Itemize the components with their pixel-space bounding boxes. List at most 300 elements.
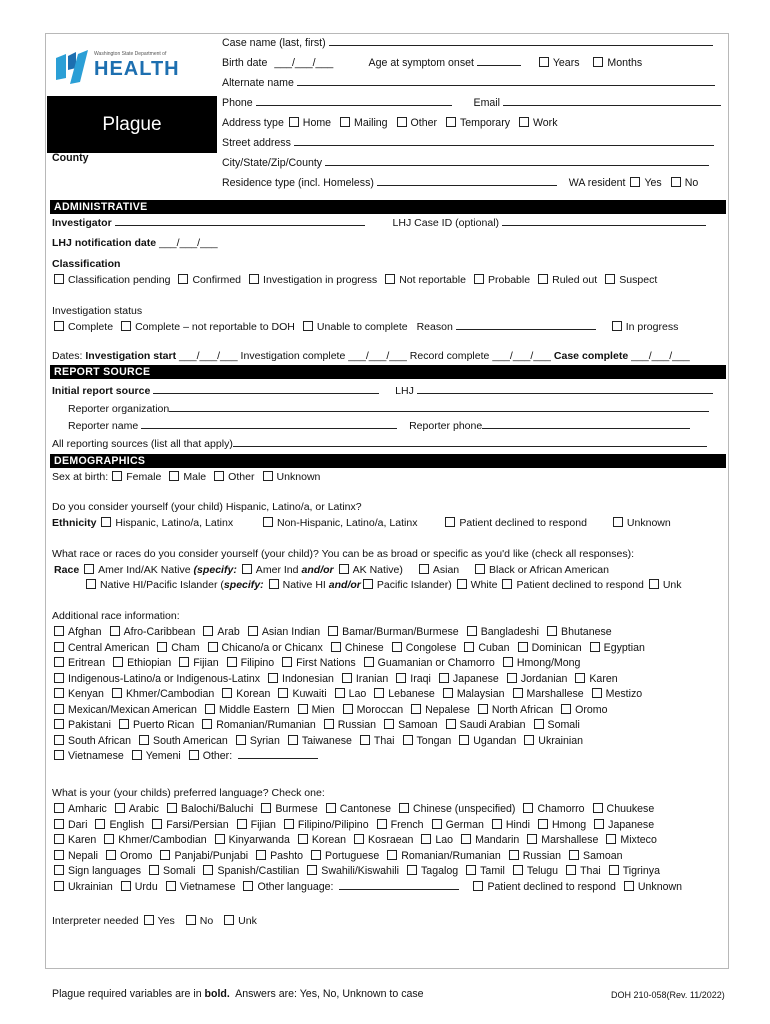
- race-extra-6-2-option[interactable]: [200, 719, 316, 731]
- lang-4-8-checkbox[interactable]: [609, 865, 619, 875]
- race-extra-7-7-option[interactable]: [522, 735, 583, 747]
- street-field[interactable]: [294, 137, 714, 146]
- lang-0-7-checkbox[interactable]: [593, 803, 603, 813]
- race-ak-native-checkbox[interactable]: [339, 564, 349, 574]
- all-sources-field[interactable]: [233, 438, 707, 447]
- race-extra-3-1-option[interactable]: [266, 673, 334, 685]
- reason-field[interactable]: [456, 321, 596, 330]
- lang-0-3-checkbox[interactable]: [261, 803, 271, 813]
- lang-1-1-option[interactable]: [93, 819, 144, 831]
- phone-field[interactable]: [256, 97, 452, 106]
- race-extra-0-5-option[interactable]: [465, 626, 539, 638]
- lang-4-4-checkbox[interactable]: [407, 865, 417, 875]
- race-extra-5-4-checkbox[interactable]: [411, 704, 421, 714]
- lang-unknown-checkbox[interactable]: [624, 881, 634, 891]
- lhj-field[interactable]: [417, 385, 713, 394]
- race-extra-4-4-checkbox[interactable]: [335, 688, 345, 698]
- race-extra-0-3-checkbox[interactable]: [248, 626, 258, 636]
- lang-4-1-option[interactable]: [147, 865, 195, 877]
- race-extra-6-1-checkbox[interactable]: [119, 719, 129, 729]
- race-extra-2-5-option[interactable]: [362, 657, 495, 669]
- race-extra-6-4-checkbox[interactable]: [384, 719, 394, 729]
- lang-1-9-checkbox[interactable]: [594, 819, 604, 829]
- sex-0-checkbox[interactable]: [112, 471, 122, 481]
- race-extra-7-1-option[interactable]: [137, 735, 228, 747]
- lang-4-6-option[interactable]: [511, 865, 558, 877]
- lang-3-5-checkbox[interactable]: [387, 850, 397, 860]
- race-extra-4-0-option[interactable]: [52, 688, 104, 700]
- race-extra-4-4-option[interactable]: [333, 688, 367, 700]
- lang-3-1-checkbox[interactable]: [106, 850, 116, 860]
- birth-date-field[interactable]: ___/___/___: [274, 57, 334, 69]
- lang-3-0-option[interactable]: [52, 850, 98, 862]
- race-extra-4-1-option[interactable]: [110, 688, 214, 700]
- lang-0-0-option[interactable]: [52, 803, 107, 815]
- race-extra-3-6-checkbox[interactable]: [575, 673, 585, 683]
- sex-2-option[interactable]: [212, 471, 254, 483]
- race-extra-2-6-checkbox[interactable]: [503, 657, 513, 667]
- lang-0-5-checkbox[interactable]: [399, 803, 409, 813]
- classification-6-option[interactable]: [603, 274, 657, 286]
- lang-1-3-checkbox[interactable]: [237, 819, 247, 829]
- race-extra-6-3-option[interactable]: [322, 719, 376, 731]
- race-extra-4-6-checkbox[interactable]: [443, 688, 453, 698]
- race-extra-0-4-checkbox[interactable]: [328, 626, 338, 636]
- lang-3-5-option[interactable]: [385, 850, 501, 862]
- status-2-option[interactable]: [301, 321, 408, 333]
- lhj-case-id-field[interactable]: [502, 217, 706, 226]
- reporter-name-field[interactable]: [141, 420, 397, 429]
- inv-complete-field[interactable]: ___/___/___: [348, 350, 407, 362]
- race-extra-3-0-checkbox[interactable]: [54, 673, 64, 683]
- classification-1-checkbox[interactable]: [178, 274, 188, 284]
- addr-other-checkbox[interactable]: [397, 117, 407, 127]
- race-black-checkbox[interactable]: [475, 564, 485, 574]
- race-extra-7-5-checkbox[interactable]: [403, 735, 413, 745]
- race-extra-1-2-option[interactable]: [206, 642, 323, 654]
- lang-3-4-checkbox[interactable]: [311, 850, 321, 860]
- race-extra-1-4-option[interactable]: [390, 642, 457, 654]
- lang-3-6-checkbox[interactable]: [509, 850, 519, 860]
- race-extra-3-1-checkbox[interactable]: [268, 673, 278, 683]
- sex-3-option[interactable]: [261, 471, 321, 483]
- race-extra-8-0-option[interactable]: [52, 750, 124, 762]
- race-extra-3-6-option[interactable]: [573, 673, 617, 685]
- race-extra-5-6-checkbox[interactable]: [561, 704, 571, 714]
- eth-declined-checkbox[interactable]: [445, 517, 455, 527]
- lang-2-5-option[interactable]: [419, 834, 453, 846]
- race-extra-4-1-checkbox[interactable]: [112, 688, 122, 698]
- race-extra-4-3-option[interactable]: [276, 688, 326, 700]
- race-extra-0-2-option[interactable]: [201, 626, 239, 638]
- lang-2-1-checkbox[interactable]: [104, 834, 114, 844]
- race-extra-0-5-checkbox[interactable]: [467, 626, 477, 636]
- alternate-name-field[interactable]: [297, 77, 715, 86]
- record-complete-field[interactable]: ___/___/___: [492, 350, 551, 362]
- race-nhpi-checkbox[interactable]: [86, 579, 96, 589]
- initial-report-field[interactable]: [153, 385, 379, 394]
- classification-3-checkbox[interactable]: [385, 274, 395, 284]
- lang-1-4-checkbox[interactable]: [284, 819, 294, 829]
- lang-1-1-checkbox[interactable]: [95, 819, 105, 829]
- race-extra-4-8-option[interactable]: [590, 688, 643, 700]
- race-extra-7-0-checkbox[interactable]: [54, 735, 64, 745]
- classification-4-checkbox[interactable]: [474, 274, 484, 284]
- race-amer-ind2-checkbox[interactable]: [242, 564, 252, 574]
- race-extra-7-7-checkbox[interactable]: [524, 735, 534, 745]
- lang-2-3-option[interactable]: [296, 834, 346, 846]
- classification-2-checkbox[interactable]: [249, 274, 259, 284]
- race-extra-3-3-option[interactable]: [394, 673, 431, 685]
- sex-0-option[interactable]: [110, 471, 161, 483]
- classification-0-checkbox[interactable]: [54, 274, 64, 284]
- race-extra-5-5-option[interactable]: [476, 704, 553, 716]
- lang-4-8-option[interactable]: [607, 865, 660, 877]
- language-other-field[interactable]: [339, 881, 459, 890]
- race-extra-5-0-checkbox[interactable]: [54, 704, 64, 714]
- lang-4-7-checkbox[interactable]: [566, 865, 576, 875]
- eth-unknown-checkbox[interactable]: [613, 517, 623, 527]
- lang-0-3-option[interactable]: [259, 803, 317, 815]
- race-extra-1-6-checkbox[interactable]: [518, 642, 528, 652]
- status-0-option[interactable]: [52, 321, 113, 333]
- investigator-field[interactable]: [115, 217, 365, 226]
- race-extra-7-2-checkbox[interactable]: [236, 735, 246, 745]
- race-declined-checkbox[interactable]: [502, 579, 512, 589]
- lang-2-5-checkbox[interactable]: [421, 834, 431, 844]
- race-extra-8-2-option[interactable]: [187, 750, 232, 762]
- lang-4-2-checkbox[interactable]: [203, 865, 213, 875]
- classification-2-option[interactable]: [247, 274, 377, 286]
- lang-0-5-option[interactable]: [397, 803, 515, 815]
- race-extra-1-1-option[interactable]: [155, 642, 199, 654]
- lang-declined-option[interactable]: [471, 881, 615, 893]
- classification-3-option[interactable]: [383, 274, 466, 286]
- lang-1-6-checkbox[interactable]: [432, 819, 442, 829]
- race-extra-5-2-checkbox[interactable]: [298, 704, 308, 714]
- race-extra-5-6-option[interactable]: [559, 704, 607, 716]
- lang-3-3-option[interactable]: [254, 850, 303, 862]
- lang-5-3-option[interactable]: [241, 881, 333, 893]
- race-extra-3-2-checkbox[interactable]: [342, 673, 352, 683]
- classification-4-option[interactable]: [472, 274, 530, 286]
- lang-1-9-option[interactable]: [592, 819, 654, 831]
- lang-3-3-checkbox[interactable]: [256, 850, 266, 860]
- race-extra-5-5-checkbox[interactable]: [478, 704, 488, 714]
- lang-0-1-option[interactable]: [113, 803, 159, 815]
- wa-yes-checkbox[interactable]: [630, 177, 640, 187]
- reporter-phone-field[interactable]: [482, 420, 690, 429]
- lang-2-6-option[interactable]: [459, 834, 519, 846]
- race-extra-4-2-option[interactable]: [220, 688, 270, 700]
- interp-yes-checkbox[interactable]: [144, 915, 154, 925]
- case-complete-field[interactable]: ___/___/___: [631, 350, 690, 362]
- race-extra-7-4-option[interactable]: [358, 735, 395, 747]
- lang-5-1-option[interactable]: [119, 881, 158, 893]
- lang-1-7-option[interactable]: [490, 819, 530, 831]
- in-progress-checkbox[interactable]: [612, 321, 622, 331]
- race-extra-6-5-option[interactable]: [444, 719, 526, 731]
- classification-5-checkbox[interactable]: [538, 274, 548, 284]
- lang-0-4-checkbox[interactable]: [326, 803, 336, 813]
- race-extra-5-3-checkbox[interactable]: [343, 704, 353, 714]
- lang-2-3-checkbox[interactable]: [298, 834, 308, 844]
- lang-1-2-checkbox[interactable]: [152, 819, 162, 829]
- lang-3-7-checkbox[interactable]: [569, 850, 579, 860]
- lang-5-2-checkbox[interactable]: [166, 881, 176, 891]
- race-extra-1-2-checkbox[interactable]: [208, 642, 218, 652]
- lang-2-4-checkbox[interactable]: [354, 834, 364, 844]
- sex-1-checkbox[interactable]: [169, 471, 179, 481]
- lang-1-2-option[interactable]: [150, 819, 228, 831]
- status-2-checkbox[interactable]: [303, 321, 313, 331]
- lang-4-6-checkbox[interactable]: [513, 865, 523, 875]
- lang-0-0-checkbox[interactable]: [54, 803, 64, 813]
- lang-1-8-option[interactable]: [536, 819, 586, 831]
- race-extra-2-4-checkbox[interactable]: [282, 657, 292, 667]
- race-extra-6-6-option[interactable]: [532, 719, 580, 731]
- race-amer-ind-checkbox[interactable]: [84, 564, 94, 574]
- race-extra-1-4-checkbox[interactable]: [392, 642, 402, 652]
- race-extra-5-0-option[interactable]: [52, 704, 197, 716]
- race-extra-2-6-option[interactable]: [501, 657, 581, 669]
- lang-2-7-option[interactable]: [525, 834, 598, 846]
- race-extra-3-0-option[interactable]: [52, 673, 260, 685]
- race-extra-6-6-checkbox[interactable]: [534, 719, 544, 729]
- race-extra-2-0-option[interactable]: [52, 657, 105, 669]
- race-extra-0-6-checkbox[interactable]: [547, 626, 557, 636]
- race-extra-6-4-option[interactable]: [382, 719, 437, 731]
- lang-0-2-checkbox[interactable]: [167, 803, 177, 813]
- race-extra-2-2-checkbox[interactable]: [179, 657, 189, 667]
- race-other-field[interactable]: [238, 750, 318, 759]
- classification-1-option[interactable]: [176, 274, 241, 286]
- race-extra-1-0-option[interactable]: [52, 642, 149, 654]
- lang-1-7-checkbox[interactable]: [492, 819, 502, 829]
- race-extra-4-5-checkbox[interactable]: [374, 688, 384, 698]
- sex-3-checkbox[interactable]: [263, 471, 273, 481]
- lang-2-1-option[interactable]: [102, 834, 206, 846]
- email-field[interactable]: [503, 97, 721, 106]
- lang-2-0-option[interactable]: [52, 834, 96, 846]
- race-extra-7-3-option[interactable]: [286, 735, 352, 747]
- classification-6-checkbox[interactable]: [605, 274, 615, 284]
- race-extra-0-4-option[interactable]: [326, 626, 459, 638]
- race-extra-6-2-checkbox[interactable]: [202, 719, 212, 729]
- addr-home-checkbox[interactable]: [289, 117, 299, 127]
- lang-1-6-option[interactable]: [430, 819, 484, 831]
- eth-non-hispanic-checkbox[interactable]: [263, 517, 273, 527]
- lhj-notification-field[interactable]: ___/___/___: [159, 237, 218, 249]
- status-1-checkbox[interactable]: [121, 321, 131, 331]
- lang-5-0-option[interactable]: [52, 881, 113, 893]
- lang-4-0-option[interactable]: [52, 865, 141, 877]
- race-extra-0-1-option[interactable]: [108, 626, 196, 638]
- lang-2-2-checkbox[interactable]: [215, 834, 225, 844]
- race-extra-3-4-checkbox[interactable]: [439, 673, 449, 683]
- lang-5-1-checkbox[interactable]: [121, 881, 131, 891]
- race-pacific-checkbox[interactable]: [363, 579, 373, 589]
- wa-no-checkbox[interactable]: [671, 177, 681, 187]
- lang-4-1-checkbox[interactable]: [149, 865, 159, 875]
- race-extra-4-8-checkbox[interactable]: [592, 688, 602, 698]
- lang-declined-checkbox[interactable]: [473, 881, 483, 891]
- race-extra-7-3-checkbox[interactable]: [288, 735, 298, 745]
- addr-mailing-checkbox[interactable]: [340, 117, 350, 127]
- lang-3-0-checkbox[interactable]: [54, 850, 64, 860]
- race-extra-3-4-option[interactable]: [437, 673, 499, 685]
- race-extra-4-7-option[interactable]: [511, 688, 584, 700]
- lang-3-4-option[interactable]: [309, 850, 379, 862]
- race-extra-2-3-checkbox[interactable]: [227, 657, 237, 667]
- lang-0-1-checkbox[interactable]: [115, 803, 125, 813]
- status-0-checkbox[interactable]: [54, 321, 64, 331]
- lang-2-7-checkbox[interactable]: [527, 834, 537, 844]
- age-onset-field[interactable]: [477, 57, 521, 66]
- lang-5-2-option[interactable]: [164, 881, 236, 893]
- race-unk-checkbox[interactable]: [649, 579, 659, 589]
- race-extra-4-6-option[interactable]: [441, 688, 505, 700]
- classification-5-option[interactable]: [536, 274, 597, 286]
- race-extra-0-6-option[interactable]: [545, 626, 612, 638]
- lang-2-6-checkbox[interactable]: [461, 834, 471, 844]
- race-extra-1-1-checkbox[interactable]: [157, 642, 167, 652]
- sex-1-option[interactable]: [167, 471, 206, 483]
- race-extra-7-0-option[interactable]: [52, 735, 131, 747]
- interp-unk-checkbox[interactable]: [224, 915, 234, 925]
- race-extra-4-0-checkbox[interactable]: [54, 688, 64, 698]
- lang-0-4-option[interactable]: [324, 803, 391, 815]
- race-extra-5-2-option[interactable]: [296, 704, 335, 716]
- lang-4-5-checkbox[interactable]: [466, 865, 476, 875]
- race-extra-1-5-checkbox[interactable]: [464, 642, 474, 652]
- race-extra-1-7-checkbox[interactable]: [590, 642, 600, 652]
- race-extra-2-0-checkbox[interactable]: [54, 657, 64, 667]
- race-extra-2-1-checkbox[interactable]: [113, 657, 123, 667]
- race-extra-6-0-checkbox[interactable]: [54, 719, 64, 729]
- lang-1-3-option[interactable]: [235, 819, 276, 831]
- lang-3-7-option[interactable]: [567, 850, 622, 862]
- eth-hispanic-checkbox[interactable]: [101, 517, 111, 527]
- lang-3-1-option[interactable]: [104, 850, 152, 862]
- race-extra-6-3-checkbox[interactable]: [324, 719, 334, 729]
- race-native-hi-checkbox[interactable]: [269, 579, 279, 589]
- lang-1-0-checkbox[interactable]: [54, 819, 64, 829]
- race-extra-2-3-option[interactable]: [225, 657, 275, 669]
- race-extra-8-2-checkbox[interactable]: [189, 750, 199, 760]
- race-extra-5-1-option[interactable]: [203, 704, 290, 716]
- case-name-field[interactable]: [329, 37, 713, 46]
- race-extra-1-3-checkbox[interactable]: [331, 642, 341, 652]
- race-extra-7-4-checkbox[interactable]: [360, 735, 370, 745]
- race-extra-0-0-option[interactable]: [52, 626, 102, 638]
- race-extra-0-1-checkbox[interactable]: [110, 626, 120, 636]
- lang-1-8-checkbox[interactable]: [538, 819, 548, 829]
- race-extra-4-3-checkbox[interactable]: [278, 688, 288, 698]
- race-extra-8-1-checkbox[interactable]: [132, 750, 142, 760]
- lang-5-3-checkbox[interactable]: [243, 881, 253, 891]
- addr-work-checkbox[interactable]: [519, 117, 529, 127]
- lang-3-2-checkbox[interactable]: [160, 850, 170, 860]
- race-extra-3-5-option[interactable]: [505, 673, 568, 685]
- race-extra-7-5-option[interactable]: [401, 735, 452, 747]
- race-extra-2-2-option[interactable]: [177, 657, 218, 669]
- race-extra-6-0-option[interactable]: [52, 719, 111, 731]
- lang-2-2-option[interactable]: [213, 834, 290, 846]
- lang-3-2-option[interactable]: [158, 850, 248, 862]
- race-extra-2-5-checkbox[interactable]: [364, 657, 374, 667]
- lang-0-7-option[interactable]: [591, 803, 655, 815]
- race-extra-5-3-option[interactable]: [341, 704, 404, 716]
- race-extra-1-5-option[interactable]: [462, 642, 509, 654]
- lang-unknown-option[interactable]: [622, 881, 682, 893]
- lang-3-6-option[interactable]: [507, 850, 561, 862]
- race-extra-3-5-checkbox[interactable]: [507, 673, 517, 683]
- interp-no-checkbox[interactable]: [186, 915, 196, 925]
- addr-temporary-checkbox[interactable]: [446, 117, 456, 127]
- race-extra-6-5-checkbox[interactable]: [446, 719, 456, 729]
- lang-4-4-option[interactable]: [405, 865, 458, 877]
- lang-0-6-option[interactable]: [521, 803, 584, 815]
- age-months-checkbox[interactable]: [593, 57, 603, 67]
- lang-4-5-option[interactable]: [464, 865, 505, 877]
- lang-4-0-checkbox[interactable]: [54, 865, 64, 875]
- lang-0-2-option[interactable]: [165, 803, 253, 815]
- race-extra-5-4-option[interactable]: [409, 704, 470, 716]
- race-extra-2-1-option[interactable]: [111, 657, 171, 669]
- lang-2-8-option[interactable]: [604, 834, 657, 846]
- race-extra-3-2-option[interactable]: [340, 673, 388, 685]
- race-extra-6-1-option[interactable]: [117, 719, 194, 731]
- lang-0-6-checkbox[interactable]: [523, 803, 533, 813]
- race-extra-8-1-option[interactable]: [130, 750, 181, 762]
- city-field[interactable]: [325, 157, 709, 166]
- residence-field[interactable]: [377, 177, 557, 186]
- lang-4-2-option[interactable]: [201, 865, 299, 877]
- race-extra-8-0-checkbox[interactable]: [54, 750, 64, 760]
- race-extra-5-1-checkbox[interactable]: [205, 704, 215, 714]
- race-extra-4-2-checkbox[interactable]: [222, 688, 232, 698]
- race-extra-0-0-checkbox[interactable]: [54, 626, 64, 636]
- race-extra-1-3-option[interactable]: [329, 642, 384, 654]
- race-extra-0-3-option[interactable]: [246, 626, 320, 638]
- race-extra-3-3-checkbox[interactable]: [396, 673, 406, 683]
- race-extra-1-7-option[interactable]: [588, 642, 645, 654]
- race-extra-4-7-checkbox[interactable]: [513, 688, 523, 698]
- race-extra-1-6-option[interactable]: [516, 642, 582, 654]
- race-extra-7-6-option[interactable]: [457, 735, 516, 747]
- race-extra-7-2-option[interactable]: [234, 735, 280, 747]
- race-extra-4-5-option[interactable]: [372, 688, 435, 700]
- race-extra-7-1-checkbox[interactable]: [139, 735, 149, 745]
- race-white-checkbox[interactable]: [457, 579, 467, 589]
- lang-2-4-option[interactable]: [352, 834, 413, 846]
- lang-1-4-option[interactable]: [282, 819, 369, 831]
- race-asian-checkbox[interactable]: [419, 564, 429, 574]
- race-extra-7-6-checkbox[interactable]: [459, 735, 469, 745]
- race-extra-2-4-option[interactable]: [280, 657, 355, 669]
- lang-5-0-checkbox[interactable]: [54, 881, 64, 891]
- age-years-checkbox[interactable]: [539, 57, 549, 67]
- lang-4-3-checkbox[interactable]: [307, 865, 317, 875]
- race-extra-0-2-checkbox[interactable]: [203, 626, 213, 636]
- lang-1-5-option[interactable]: [375, 819, 424, 831]
- lang-4-7-option[interactable]: [564, 865, 601, 877]
- lang-2-0-checkbox[interactable]: [54, 834, 64, 844]
- inv-start-field[interactable]: ___/___/___: [179, 350, 238, 362]
- reporter-org-field[interactable]: [169, 403, 709, 412]
- lang-2-8-checkbox[interactable]: [606, 834, 616, 844]
